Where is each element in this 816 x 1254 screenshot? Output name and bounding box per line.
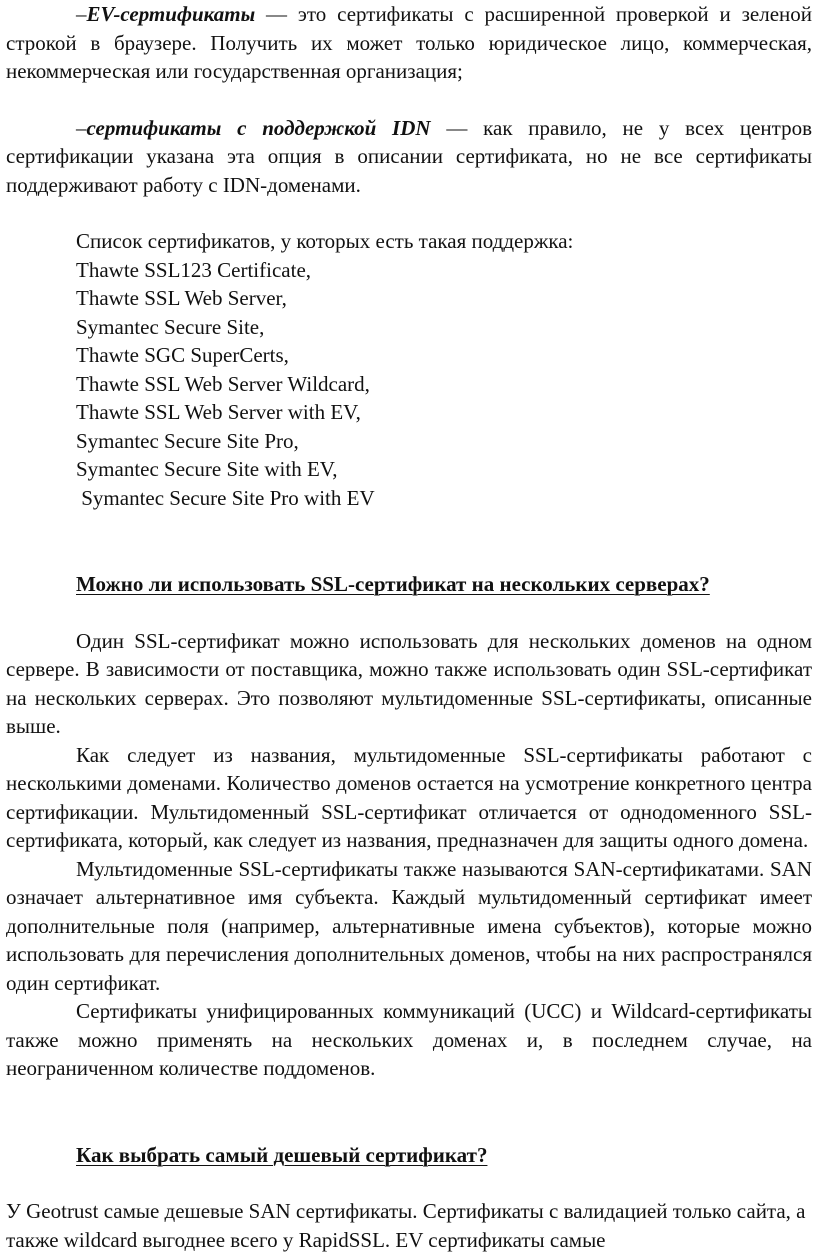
list-intro: Список сертификатов, у которых есть такая поддержка: [76, 229, 574, 253]
list-item: Symantec Secure Site Pro, [76, 428, 299, 453]
section-heading-cheapest-certificate: Как выбрать самый дешевый сертификат? [76, 1142, 488, 1167]
definition-text: — это сертификаты с расширенной проверкой и зеленой строкой в браузере. Получить их может только юридическое лицо, коммерческая, некоммерческая или государственная организация; [6, 2, 812, 83]
list-item: Thawte SSL123 Certificate, [76, 257, 312, 282]
section-heading-multiple-servers: Можно ли использовать SSL-сертификат на нескольких серверах? [76, 572, 710, 596]
paragraph: Один SSL-сертификат можно использовать для нескольких доменов на одном сервере. В зависимости от поставщика, можно также использовать один SSL-сертификат на нескольких серверах. Это позволяют мультидоменные SSL-сертификаты, описанные выше. [6, 628, 812, 738]
definition-dash: – [76, 2, 87, 26]
list-item: Symantec Secure Site, [76, 314, 265, 339]
paragraph: Как следует из названия, мультидоменные SSL-сертификаты работают с несколькими доменами. Количество доменов остается на усмотрение конкретного центра сертификации. Мультидоменный SSL-сертификат отличается от однодоменного SSL-сертификата, который, как следует из названия, предназначен для защиты одного домена. [6, 742, 812, 852]
paragraph: Сертификаты унифицированных коммуникаций (UCC) и Wildcard-сертификаты также можно применять на нескольких доменах и, в последнем случае, на неограниченном количестве поддоменов. [6, 999, 812, 1080]
list-item: Symantec Secure Site with EV, [76, 457, 338, 481]
document-page [6, 0, 812, 1254]
list-item: Thawte SSL Web Server Wildcard, [76, 371, 370, 396]
list-item: Thawte SGC SuperCerts, [76, 343, 289, 367]
definition-idn [6, 114, 812, 200]
paragraph: У Geotrust самые дешевые SAN сертификаты. Сертификаты с валидацией только сайта, а также wildcard выгоднее всего у RapidSSL. EV сертификаты самые [6, 1199, 806, 1252]
definition-term: сертификаты с поддержкой IDN [86, 115, 431, 140]
definition-dash: – [76, 115, 87, 140]
definition-text: — как правило, не у всех центров сертификации указана эта опция в описании сертификата, но не все сертификаты поддерживают работу с IDN-доменами. [6, 115, 812, 197]
definition-term: EV-сертификаты [86, 2, 256, 26]
list-item: Thawte SSL Web Server, [76, 286, 287, 310]
list-item: Symantec Secure Site Pro with EV [76, 485, 375, 510]
list-item: Thawte SSL Web Server with EV, [76, 400, 361, 424]
idn-certificate-list [76, 227, 812, 512]
definition-ev [6, 0, 812, 86]
paragraph: Мультидоменные SSL-сертификаты также называются SAN-сертификатами. SAN означает альтернативное имя субъекта. Каждый мультидоменный сертификат имеет дополнительные поля (например, альтернативные имена субъектов), которые можно использовать для перечисления дополнительных доменов, чтобы на них распространялся один сертификат. [6, 856, 812, 995]
